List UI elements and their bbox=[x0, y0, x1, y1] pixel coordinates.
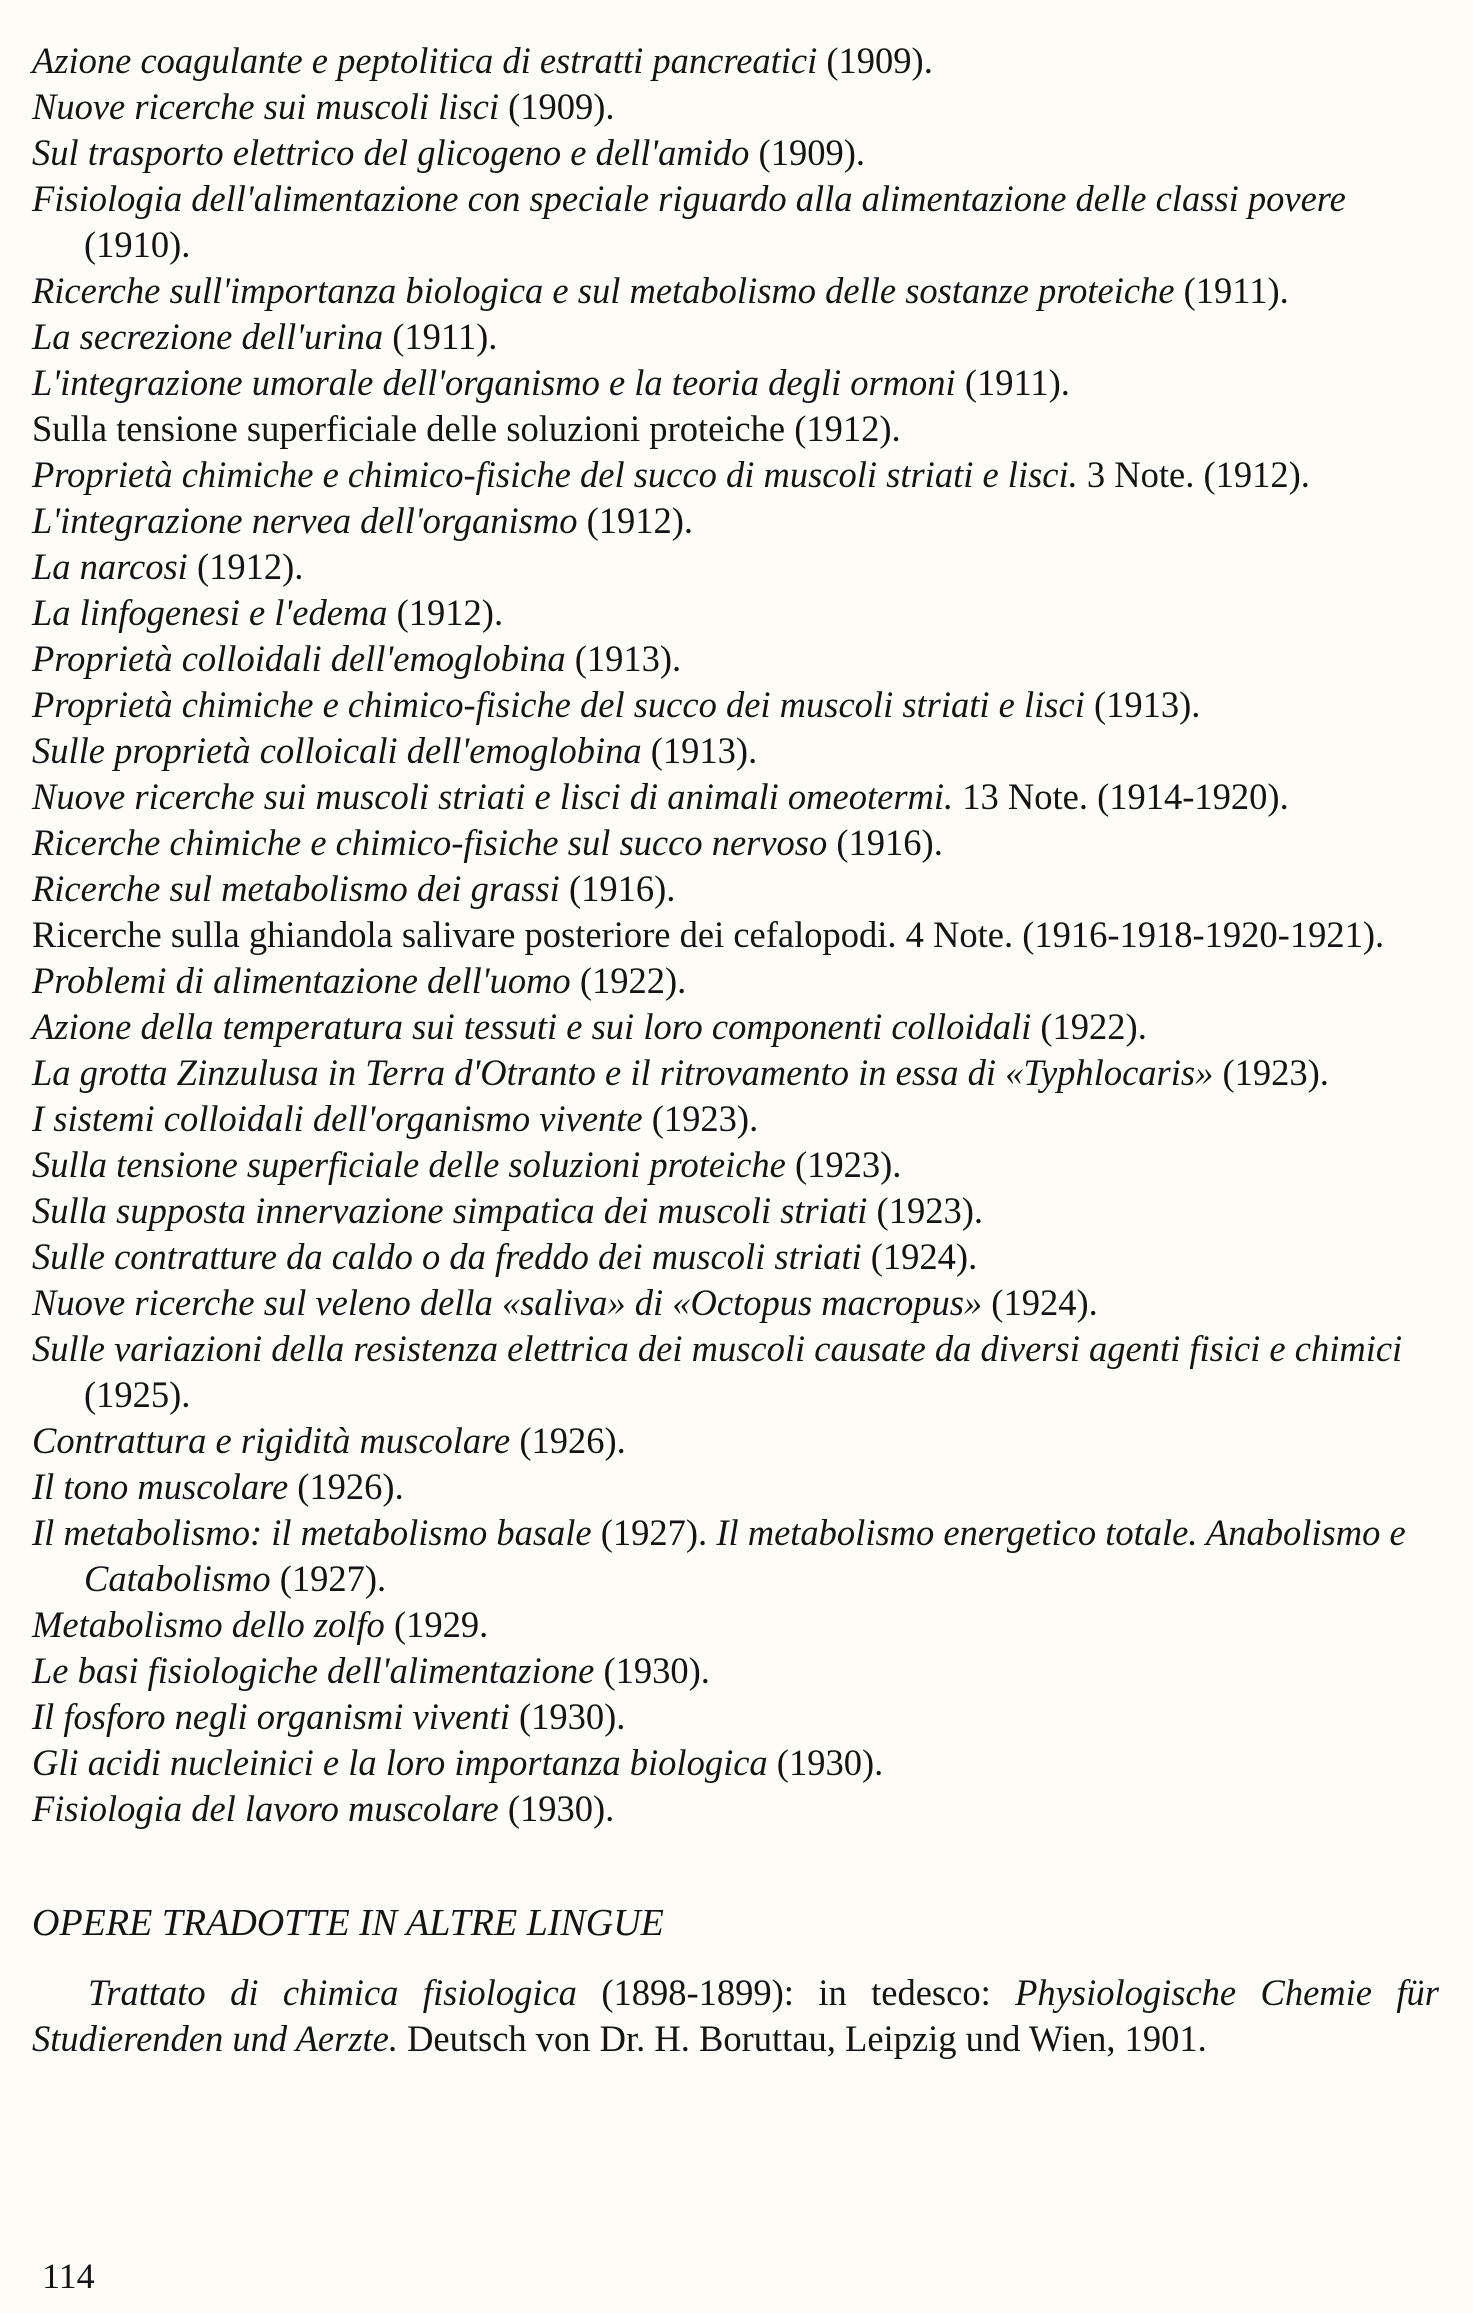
entry-year: (1929. bbox=[384, 1604, 489, 1645]
entry-year: (1910). bbox=[84, 224, 191, 265]
entry-title: I sistemi colloidali dell'organismo vivente bbox=[32, 1098, 643, 1139]
entry-title: Sulla tensione superficiale delle soluzioni proteiche bbox=[32, 1144, 786, 1185]
entry-year: (1913). bbox=[641, 730, 758, 771]
bibliography-entry bbox=[32, 1280, 1439, 1326]
bibliography-entry bbox=[32, 728, 1439, 774]
entry-year: (1924). bbox=[861, 1236, 978, 1277]
entry-title: Metabolismo dello zolfo bbox=[32, 1604, 385, 1645]
bibliography-list bbox=[32, 38, 1439, 1832]
entry-year: (1930). bbox=[509, 1696, 626, 1737]
entry-title: Sulle proprietà colloicali dell'emoglobina bbox=[32, 730, 642, 771]
entry-year: (1916). bbox=[559, 868, 676, 909]
bibliography-entry bbox=[32, 958, 1439, 1004]
entry-title: Proprietà chimiche e chimico-fisiche del succo dei muscoli striati e lisci bbox=[32, 684, 1085, 725]
entry-year: (1930). bbox=[498, 1788, 615, 1829]
paragraph-text-1: (1898-1899): in tedesco: bbox=[576, 1972, 1016, 2013]
bibliography-entry bbox=[32, 866, 1439, 912]
entry-year: (1912). bbox=[577, 500, 694, 541]
entry-title: La narcosi bbox=[32, 546, 188, 587]
bibliography-entry bbox=[32, 1602, 1439, 1648]
bibliography-entry bbox=[32, 38, 1439, 84]
bibliography-entry bbox=[32, 1050, 1439, 1096]
entry-title: Sulle contratture da caldo o da freddo dei muscoli striati bbox=[32, 1236, 862, 1277]
bibliography-entry bbox=[32, 1188, 1439, 1234]
paragraph-title-italian: Trattato di chimica fisiologica bbox=[88, 1972, 577, 2013]
entry-year: (1911). bbox=[955, 362, 1070, 403]
entry-title: L'integrazione umorale dell'organismo e la teoria degli ormoni bbox=[32, 362, 956, 403]
entry-year: 3 Note. (1912). bbox=[1077, 454, 1310, 495]
entry-title: Ricerche sulla ghiandola salivare posteriore dei cefalopodi. 4 Note. (1916-1918-1920-1921). bbox=[32, 914, 1385, 955]
entry-title: Fisiologia del lavoro muscolare bbox=[32, 1788, 499, 1829]
entry-year-secondary: (1927). bbox=[270, 1558, 387, 1599]
bibliography-entry bbox=[32, 912, 1439, 958]
bibliography-entry bbox=[32, 498, 1439, 544]
entry-title: La secrezione dell'urina bbox=[32, 316, 384, 357]
bibliography-entry bbox=[32, 636, 1439, 682]
entry-title: Sulle variazioni della resistenza elettrica dei muscoli causate da diversi agenti fisici e chimici bbox=[32, 1328, 1403, 1369]
entry-title-secondary: Il metabolismo energetico totale. Anabolismo e Catabolismo bbox=[84, 1512, 1406, 1599]
entry-year: (1922). bbox=[570, 960, 687, 1001]
entry-year: (1913). bbox=[565, 638, 682, 679]
entry-year: (1925). bbox=[84, 1374, 191, 1415]
bibliography-entry bbox=[32, 1694, 1439, 1740]
bibliography-entry bbox=[32, 360, 1439, 406]
bibliography-entry bbox=[32, 1648, 1439, 1694]
bibliography-entry bbox=[32, 84, 1439, 130]
entry-year: (1923). bbox=[642, 1098, 759, 1139]
bibliography-entry bbox=[32, 268, 1439, 314]
bibliography-entry bbox=[32, 1740, 1439, 1786]
paragraph-title-german: Physiologische Chemie für Studierenden und Aerzte. bbox=[32, 1972, 1439, 2059]
entry-title: La linfogenesi e l'edema bbox=[32, 592, 388, 633]
translated-works-paragraph bbox=[32, 1970, 1439, 2062]
entry-year: 13 Note. (1914-1920). bbox=[953, 776, 1289, 817]
entry-year: (1909). bbox=[749, 132, 865, 173]
entry-title: Contrattura e rigidità muscolare bbox=[32, 1420, 511, 1461]
entry-year: (1909). bbox=[817, 40, 933, 81]
entry-year: (1927). bbox=[591, 1512, 717, 1553]
entry-year: (1923). bbox=[867, 1190, 983, 1231]
page-number: 114 bbox=[42, 2256, 95, 2296]
entry-title: Azione coagulante e peptolitica di estratti pancreatici bbox=[32, 40, 818, 81]
entry-title: Sul trasporto elettrico del glicogeno e dell'amido bbox=[32, 132, 750, 173]
entry-year: (1911). bbox=[383, 316, 498, 357]
bibliography-entry bbox=[32, 1142, 1439, 1188]
entry-title: Fisiologia dell'alimentazione con speciale riguardo alla alimentazione delle classi povere bbox=[32, 178, 1346, 219]
bibliography-entry bbox=[32, 1004, 1439, 1050]
entry-title: La grotta Zinzulusa in Terra d'Otranto e il ritrovamento in essa di «Typhlocaris» bbox=[32, 1052, 1214, 1093]
bibliography-entry bbox=[32, 1096, 1439, 1142]
entry-title: Sulla tensione superficiale delle soluzioni proteiche (1912). bbox=[32, 408, 901, 449]
entry-title: Ricerche sull'importanza biologica e sul metabolismo delle sostanze proteiche bbox=[32, 270, 1175, 311]
bibliography-entry bbox=[32, 820, 1439, 866]
entry-title: Proprietà chimiche e chimico-fisiche del succo di muscoli striati e lisci. bbox=[32, 454, 1078, 495]
bibliography-entry bbox=[32, 590, 1439, 636]
entry-year: (1916). bbox=[827, 822, 943, 863]
bibliography-entry bbox=[32, 1786, 1439, 1832]
bibliography-entry bbox=[32, 1464, 1439, 1510]
paragraph-text-2: Deutsch von Dr. H. Boruttau, Leipzig und Wien, 1901. bbox=[397, 2018, 1207, 2059]
entry-year: (1926). bbox=[510, 1420, 626, 1461]
entry-title: Nuove ricerche sui muscoli striati e lisci di animali omeotermi. bbox=[32, 776, 954, 817]
bibliography-entry bbox=[32, 130, 1439, 176]
bibliography-entry bbox=[32, 774, 1439, 820]
bibliography-entry bbox=[32, 1326, 1439, 1418]
entry-year: (1923). bbox=[1213, 1052, 1329, 1093]
bibliography-entry bbox=[32, 1234, 1439, 1280]
entry-title: Il fosforo negli organismi viventi bbox=[32, 1696, 510, 1737]
entry-year: (1930). bbox=[594, 1650, 710, 1691]
bibliography-entry bbox=[32, 314, 1439, 360]
entry-year: (1930). bbox=[767, 1742, 884, 1783]
entry-year: (1926). bbox=[288, 1466, 404, 1507]
bibliography-entry bbox=[32, 406, 1439, 452]
entry-year: (1913). bbox=[1084, 684, 1201, 725]
entry-year: (1911). bbox=[1174, 270, 1289, 311]
entry-title: Le basi fisiologiche dell'alimentazione bbox=[32, 1650, 595, 1691]
bibliography-entry bbox=[32, 544, 1439, 590]
entry-title: Nuove ricerche sul veleno della «saliva» di «Octopus macropus» bbox=[32, 1282, 983, 1323]
entry-title: Problemi di alimentazione dell'uomo bbox=[32, 960, 571, 1001]
entry-year: (1923). bbox=[785, 1144, 902, 1185]
entry-title: L'integrazione nervea dell'organismo bbox=[32, 500, 578, 541]
entry-year: (1909). bbox=[498, 86, 615, 127]
entry-year: (1912). bbox=[187, 546, 304, 587]
entry-title: Nuove ricerche sui muscoli lisci bbox=[32, 86, 499, 127]
entry-year: (1922). bbox=[1031, 1006, 1147, 1047]
bibliography-entry bbox=[32, 1418, 1439, 1464]
entry-title: Ricerche chimiche e chimico-fisiche sul succo nervoso bbox=[32, 822, 828, 863]
entry-title: Il tono muscolare bbox=[32, 1466, 289, 1507]
entry-year: (1912). bbox=[387, 592, 504, 633]
bibliography-entry bbox=[32, 682, 1439, 728]
bibliography-entry bbox=[32, 176, 1439, 268]
entry-title: Sulla supposta innervazione simpatica dei muscoli striati bbox=[32, 1190, 868, 1231]
bibliography-entry bbox=[32, 1510, 1439, 1602]
entry-title: Gli acidi nucleinici e la loro importanza biologica bbox=[32, 1742, 768, 1783]
entry-title: Proprietà colloidali dell'emoglobina bbox=[32, 638, 566, 679]
bibliography-entry bbox=[32, 452, 1439, 498]
section-heading: OPERE TRADOTTE IN ALTRE LINGUE bbox=[32, 1902, 664, 1944]
entry-title: Ricerche sul metabolismo dei grassi bbox=[32, 868, 560, 909]
entry-title: Azione della temperatura sui tessuti e sui loro componenti colloidali bbox=[32, 1006, 1032, 1047]
entry-year: (1924). bbox=[982, 1282, 1098, 1323]
entry-title: Il metabolismo: il metabolismo basale bbox=[32, 1512, 592, 1553]
